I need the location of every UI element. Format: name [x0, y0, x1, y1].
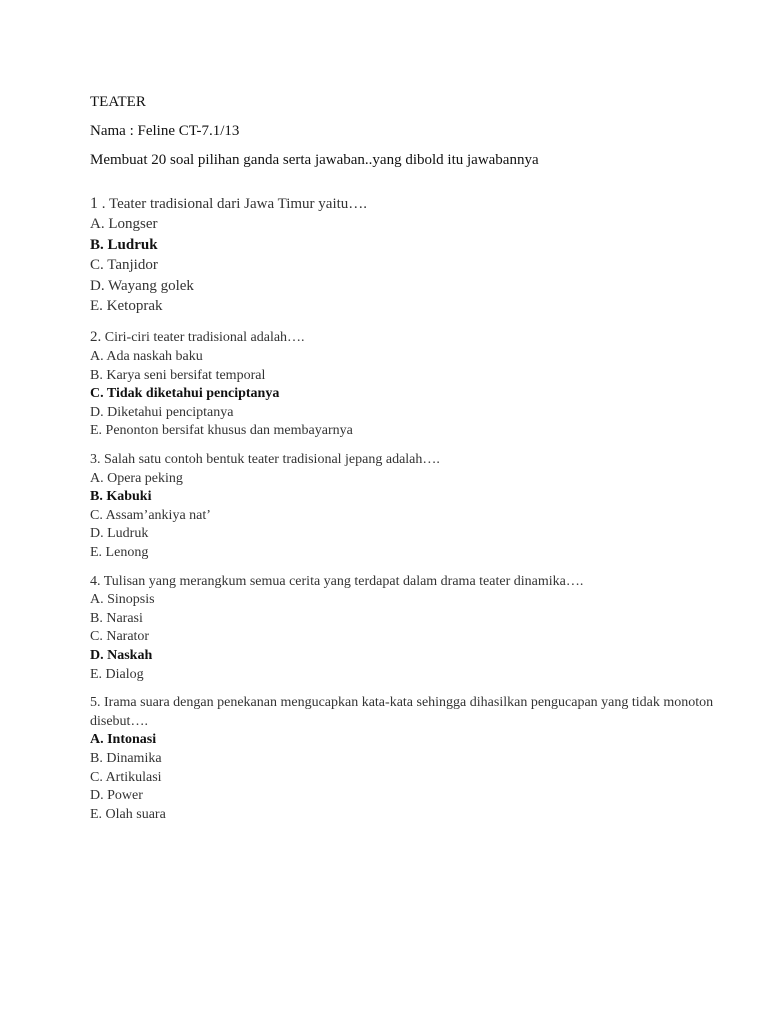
- document-title: TEATER: [90, 94, 146, 110]
- option-c: C. Artikulasi: [90, 769, 162, 785]
- option-d: D. Power: [90, 788, 143, 804]
- question-text: . Teater tradisional dari Jawa Timur yaitu….: [98, 196, 368, 212]
- question-number: 3.: [90, 452, 101, 467]
- question-number: 4.: [90, 573, 101, 589]
- option-c: C. Narator: [90, 629, 150, 645]
- option-b: B. Karya seni bersifat temporal: [90, 367, 266, 383]
- question-text: Ciri-ciri teater tradisional adalah….: [101, 330, 305, 346]
- question-stem: [90, 451, 730, 470]
- option-b: B. Dinamika: [90, 750, 162, 766]
- option-d: D. Diketahui penciptanya: [90, 404, 234, 420]
- option-e: E. Lenong: [90, 544, 149, 560]
- question-stem: [90, 694, 730, 731]
- instruction-text: Membuat 20 soal pilihan ganda serta jawaban..yang dibold itu jawabannya: [90, 152, 539, 168]
- question-number: 5.: [90, 695, 101, 711]
- option-b-correct: B. Ludruk: [90, 236, 158, 253]
- option-e: E. Ketoprak: [90, 298, 163, 315]
- question-stem: [90, 194, 730, 214]
- option-a: A. Longser: [90, 216, 158, 233]
- option-a: A. Sinopsis: [90, 592, 155, 608]
- question-text: Irama suara dengan penekanan mengucapkan kata-kata sehingga dihasilkan pengucapan yang tidak monoton disebut….: [90, 695, 714, 729]
- option-b-correct: B. Kabuki: [90, 489, 152, 505]
- option-b: B. Narasi: [90, 610, 143, 626]
- question-stem: [90, 573, 730, 592]
- question-text: Tulisan yang merangkum semua cerita yang terdapat dalam drama teater dinamika….: [100, 573, 584, 589]
- option-e: E. Olah suara: [90, 806, 166, 822]
- question-text: Salah satu contoh bentuk teater tradisional jepang adalah….: [100, 452, 440, 467]
- option-c-correct: C. Tidak diketahui penciptanya: [90, 386, 280, 402]
- question-3: [90, 451, 730, 563]
- question-4: [90, 573, 730, 685]
- document-page: [90, 93, 730, 824]
- option-e: E. Dialog: [90, 666, 144, 682]
- option-a: A. Opera peking: [90, 470, 183, 486]
- option-c: C. Assam’ankiya nat’: [90, 507, 211, 523]
- option-a-correct: A. Intonasi: [90, 732, 157, 748]
- question-stem: [90, 328, 730, 348]
- question-5: [90, 694, 730, 824]
- option-c: C. Tanjidor: [90, 257, 158, 274]
- question-2: [90, 328, 730, 441]
- question-number: 2.: [90, 329, 102, 346]
- option-e: E. Penonton bersifat khusus dan membayarnya: [90, 423, 353, 439]
- question-number: 1: [90, 195, 98, 212]
- student-name: Nama : Feline CT-7.1/13: [90, 123, 240, 139]
- option-a: A. Ada naskah baku: [90, 349, 203, 365]
- option-d-correct: D. Naskah: [90, 647, 153, 663]
- option-d: D. Wayang golek: [90, 277, 194, 294]
- option-d: D. Ludruk: [90, 526, 149, 542]
- question-1: [90, 194, 730, 316]
